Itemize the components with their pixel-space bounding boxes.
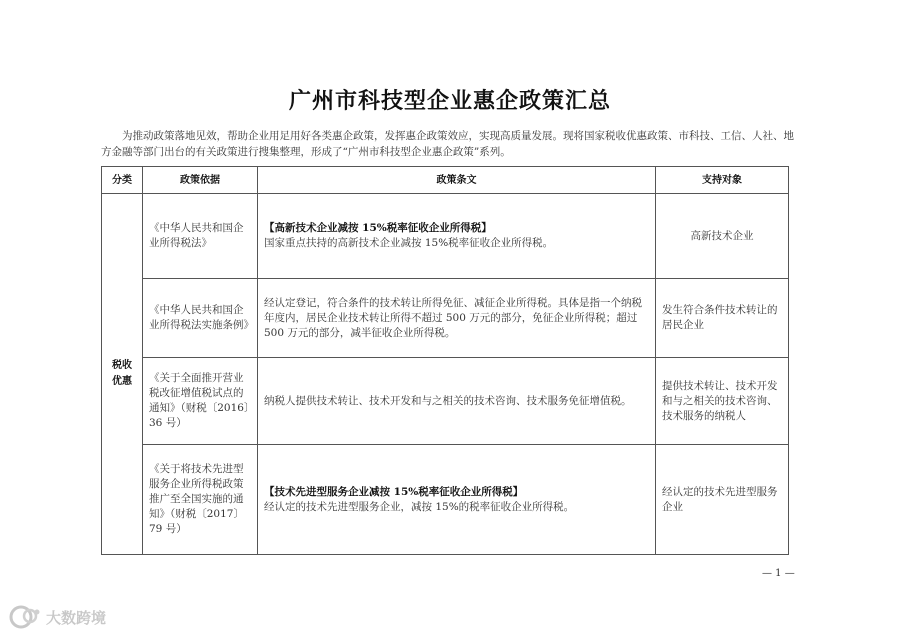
watermark bbox=[8, 604, 106, 630]
target-cell: 提供技术转让、技术开发和与之相关的技术咨询、技术服务的纳税人 bbox=[656, 358, 789, 445]
table-row bbox=[102, 445, 789, 555]
provision-body: 国家重点扶持的高新技术企业减按 15%税率征收企业所得税。 bbox=[264, 237, 554, 249]
target-cell: 经认定的技术先进型服务企业 bbox=[656, 445, 789, 555]
basis-cell: 《关于全面推开营业税改征增值税试点的通知》（财税〔2016〕36 号） bbox=[143, 358, 258, 445]
target-cell: 发生符合条件技术转让的居民企业 bbox=[656, 279, 789, 358]
table-row bbox=[102, 194, 789, 279]
header-basis: 政策依据 bbox=[143, 167, 258, 194]
provision-cell bbox=[258, 358, 656, 445]
table-row bbox=[102, 279, 789, 358]
table-header-row bbox=[102, 167, 789, 194]
provision-heading: 【技术先进型服务企业减按 15%税率征收企业所得税】 bbox=[264, 485, 524, 498]
provision-cell bbox=[258, 194, 656, 279]
target-cell: 高新技术企业 bbox=[656, 194, 789, 279]
provision-body: 经认定的技术先进型服务企业，减按 15%的税率征收企业所得税。 bbox=[264, 500, 575, 513]
provision-cell bbox=[258, 445, 656, 555]
category-cell bbox=[102, 194, 143, 555]
provision-cell bbox=[258, 279, 656, 358]
category-label: 税收优惠 bbox=[112, 360, 132, 387]
basis-cell: 《中华人民共和国企业所得税法》 bbox=[143, 194, 258, 279]
table-row bbox=[102, 358, 789, 445]
basis-cell: 《中华人民共和国企业所得税法实施条例》 bbox=[143, 279, 258, 358]
provision-body: 经认定登记，符合条件的技术转让所得免征、减征企业所得税。具体是指一个纳税年度内，居民企业技术转让所得不超过 500 万元的部分，免征企业所得税；超过 500 万元的部分，减半征收企业所得税。 bbox=[264, 296, 642, 339]
provision-body: 纳税人提供技术转让、技术开发和与之相关的技术咨询、技术服务免征增值税。 bbox=[264, 394, 632, 407]
basis-cell: 《关于将技术先进型服务企业所得税政策推广至全国实施的通知》（财税〔2017〕79 号） bbox=[143, 445, 258, 555]
page-title: 广州市科技型企业惠企政策汇总 bbox=[288, 88, 611, 114]
header-provision: 政策条文 bbox=[258, 167, 656, 194]
header-target: 支持对象 bbox=[656, 167, 789, 194]
intro-paragraph: 为推动政策落地见效，帮助企业用足用好各类惠企政策，发挥惠企政策效应，实现高质量发展。现将国家税收优惠政策、市科技、工信、人社、地方金融等部门出台的有关政策进行搜集整理，形成了“广州市科技型企业惠企政策”系列。 bbox=[101, 130, 794, 158]
watermark-text: 大数跨境 bbox=[46, 608, 107, 627]
policy-table bbox=[101, 166, 789, 555]
brand-logo-icon bbox=[8, 604, 42, 630]
page-number: — 1 — bbox=[762, 568, 795, 579]
provision-heading: 【高新技术企业减按 15%税率征收企业所得税】 bbox=[264, 222, 492, 234]
header-category: 分类 bbox=[102, 167, 143, 194]
